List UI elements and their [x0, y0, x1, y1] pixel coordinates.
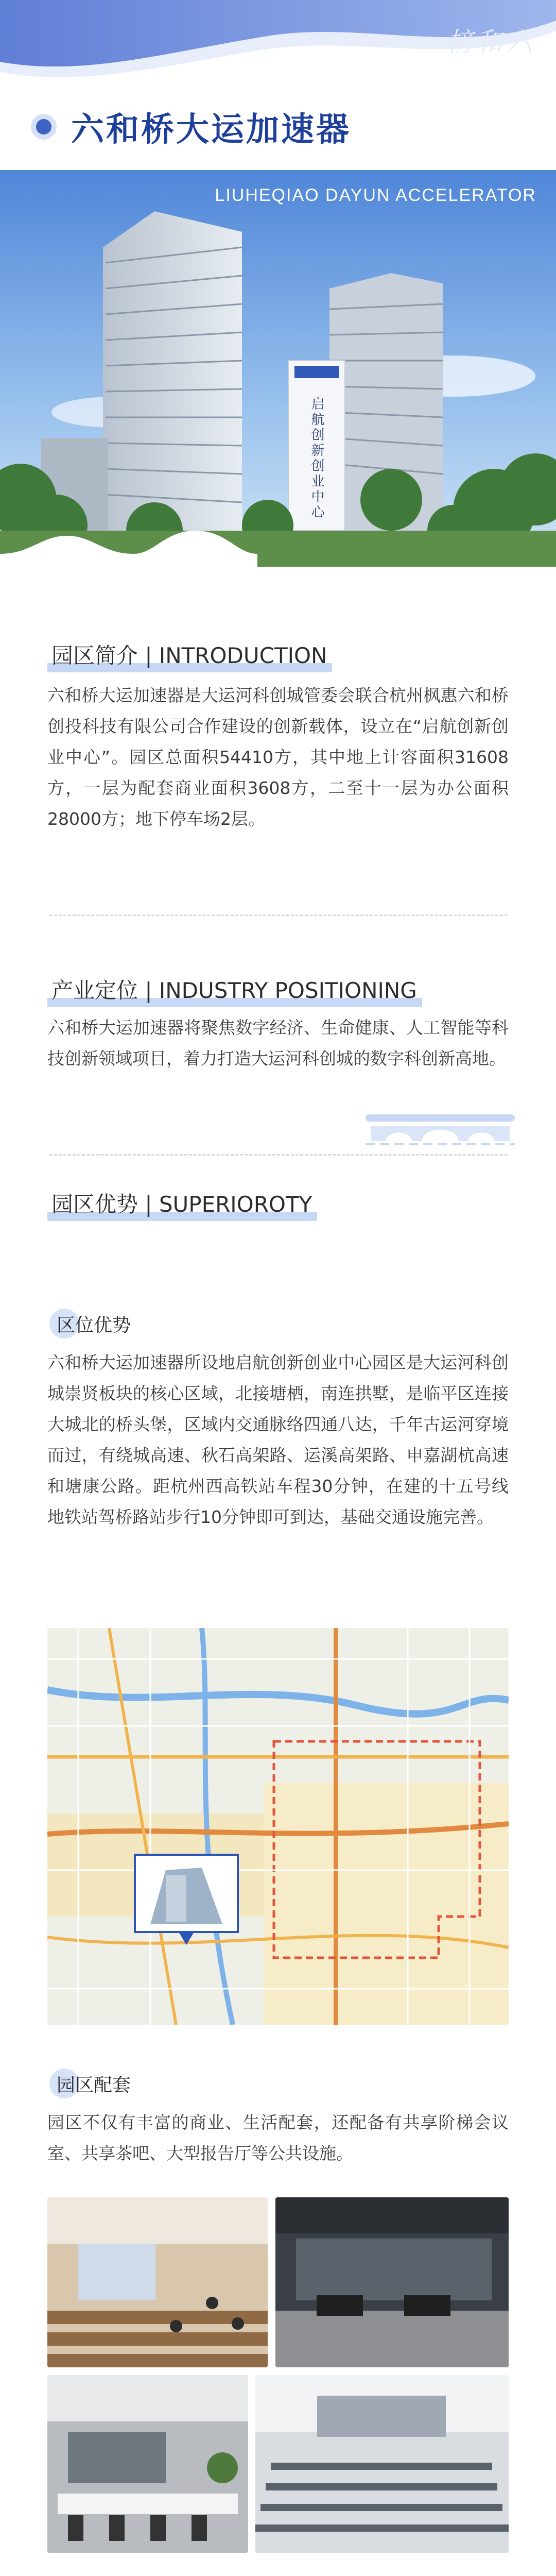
- building-sign-text: 启航创新创业中心: [309, 397, 324, 520]
- page-title: 六和桥大运加速器: [71, 111, 351, 149]
- brand-logo: 榜和六: [445, 27, 535, 58]
- location-label: 区位优势: [57, 1314, 131, 1336]
- location-paragraph: 六和桥大运加速器所设地启航创新创业中心园区是大运河科创城崇贤板块的核心区域，北接塘栖，南连拱墅，是临平区连接大城北的桥头堡，区域内交通脉络四通八达，千年古运河穿境而过，有绕城高速、秋石高架路、运溪高架路、申嘉湖杭高速和塘康公路。距杭州西高铁站车程30分钟，在建的十五号线地铁站驾桥路站步行10分钟即可到达，基础交通设施完善。: [47, 1352, 509, 1527]
- bridge-decoration-icon: [366, 1100, 515, 1146]
- title-row: [36, 103, 351, 150]
- page-subtitle: LIUHEQIAO DAYUN ACCELERATOR: [215, 185, 536, 205]
- location-map: [47, 1628, 509, 2025]
- intro-paragraph: 六和桥大运加速器是大运河科创城管委会联合杭州枫惠六和桥创投科技有限公司合作建设的创新载体，设立在“启航创新创业中心”。园区总面积54410方，其中地上计容面积31608方，一层为配套商业面积3608方，二至十一层为办公面积28000方；地下停车场2层。: [47, 685, 509, 829]
- facility-photo-auditorium: [47, 2197, 268, 2367]
- superiority-heading: 园区优势 | SUPERIOROTY: [47, 1192, 317, 1221]
- location-subheading: [49, 1309, 131, 1338]
- intro-heading: 园区简介 | INTRODUCTION: [47, 643, 332, 672]
- facilities-subheading: [49, 2069, 131, 2098]
- title-bullet-icon: [36, 119, 51, 134]
- facilities-label: 园区配套: [57, 2074, 131, 2096]
- facility-photo-lecture-hall: [255, 2375, 509, 2553]
- section-divider: [49, 1154, 508, 1156]
- section-divider: [49, 914, 508, 916]
- positioning-section-heading: [47, 974, 422, 1005]
- positioning-heading: 产业定位 | INDUSTRY POSITIONING: [47, 978, 422, 1007]
- facility-photo-meeting-room: [47, 2375, 248, 2553]
- facility-photo-office: [275, 2197, 509, 2367]
- facilities-paragraph: 园区不仅有丰富的商业、生活配套，还配备有共享阶梯会议室、共享茶吧、大型报告厅等公共设施。: [47, 2112, 509, 2163]
- map-illustration: [47, 1628, 509, 2025]
- building-illustration: [0, 170, 556, 582]
- page-header: [0, 0, 556, 191]
- hero-building-photo: [0, 170, 556, 582]
- positioning-paragraph: 六和桥大运加速器将聚焦数字经济、生命健康、人工智能等科技创新领域项目，着力打造大运河科创城的数字科创新高地。: [47, 1018, 509, 1069]
- superiority-section-heading: [47, 1188, 317, 1218]
- intro-section-heading: [47, 639, 332, 670]
